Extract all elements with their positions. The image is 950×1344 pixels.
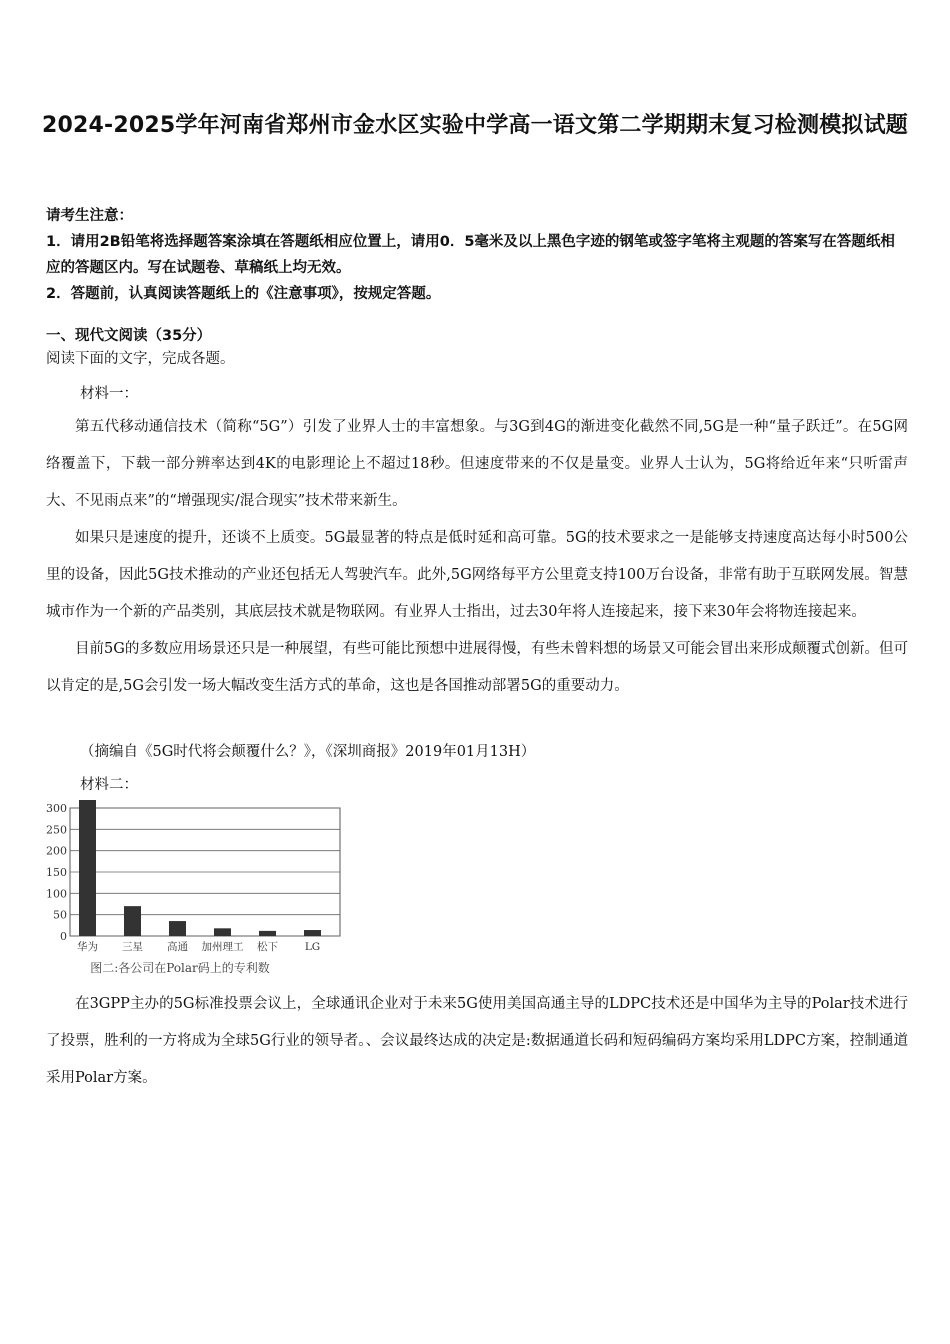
bar-松下: [259, 931, 276, 936]
y-tick-label: 50: [53, 908, 67, 922]
x-tick-label: LG: [304, 941, 321, 953]
y-tick-label: 200: [46, 844, 67, 858]
notice-block: [46, 203, 906, 307]
material-1-label: 材料一：: [80, 386, 138, 402]
y-tick-label: 150: [46, 866, 67, 879]
paragraph-3: 目前5G的多数应用场景还只是一种展望，有些可能比预想中进展得慢，有些未曾料想的场景又可能会冒出来形成颠覆式创新。但可以肯定的是,5G会引发一场大幅改变生活方式的革命，这也是各国推动部署5G的重要动力。: [46, 641, 908, 694]
x-tick-label: 高通: [167, 941, 188, 953]
bar-LG: [304, 930, 321, 936]
section-instruction: 阅读下面的文字，完成各题。: [46, 351, 235, 367]
paragraph-2: 如果只是速度的提升，还谈不上质变。5G最显著的特点是低时延和高可靠。5G的技术要求之一是能够支持速度高达每小时500公里的设备，因此5G技术推动的产业还包括无人驾驶汽车。此外,5G网络每平方公里竟支持100万台设备，非常有助于互联网发展。智慧城市作为一个新的产品类别，其底层技术就是物联网。有业界人士指出，过去30年将人连接起来，接下来30年会将物连接起来。: [46, 530, 908, 620]
x-tick-label: 加州理工: [201, 941, 244, 953]
x-tick-label: 三星: [122, 941, 143, 953]
bar-加州理工: [214, 928, 231, 936]
y-tick-label: 300: [46, 802, 67, 815]
paragraph-4: 在3GPP主办的5G标准投票会议上，全球通讯企业对于未来5G使用美国高通主导的LDPC技术还是中国华为主导的Polar技术进行了投票，胜利的一方将成为全球5G行业的领导者。、会议最终达成的决定是:数据通道长码和短码编码方案均采用LDPC方案，控制通道采用Polar方案。: [46, 996, 908, 1086]
notice-heading: 请考生注意：: [46, 208, 133, 224]
paragraph-1: 第五代移动通信技术（简称“5G”）引发了业界人士的丰富想象。与3G到4G的渐进变化截然不同,5G是一种“量子跃迁”。在5G网络覆盖下，下载一部分辨率达到4K的电影理论上不超过18秒。但速度带来的不仅是量变。业界人士认为，5G将给近年来“只听雷声大、不见雨点来”的“增强现实/混合现实”技术带来新生。: [46, 419, 908, 509]
y-tick-label: 100: [46, 887, 67, 901]
source-citation: （摘编自《5G时代将会颠覆什么？》，《深圳商报》2019年01月13H）: [80, 744, 536, 760]
bar-华为: [79, 800, 96, 936]
notice-item-2: 2．答题前，认真阅读答题纸上的《注意事项》，按规定答题。: [46, 286, 441, 302]
material-1-body: [46, 409, 908, 705]
x-tick-label: 松下: [257, 941, 278, 953]
material-2-label: 材料二：: [80, 777, 138, 793]
bar-三星: [124, 906, 141, 936]
section-heading: 一、现代文阅读（35分）: [46, 328, 212, 344]
y-tick-label: 250: [46, 823, 67, 837]
patent-bar-chart: [40, 800, 350, 980]
chart-title: 图二:各公司在Polar码上的专利数: [90, 961, 270, 975]
y-tick-label: 0: [60, 930, 67, 943]
notice-item-1: 1．请用2B铅笔将选择题答案涂填在答题纸相应位置上，请用0．5毫米及以上黑色字迹的钢笔或签字笔将主观题的答案写在答题纸相应的答题区内。写在试题卷、草稿纸上均无效。: [46, 234, 895, 276]
x-tick-label: 华为: [77, 941, 98, 953]
material-2-body: [46, 986, 908, 1097]
page-title: 2024-2025学年河南省郑州市金水区实验中学高一语文第二学期期末复习检测模拟试题: [42, 113, 908, 138]
bar-高通: [169, 921, 186, 936]
